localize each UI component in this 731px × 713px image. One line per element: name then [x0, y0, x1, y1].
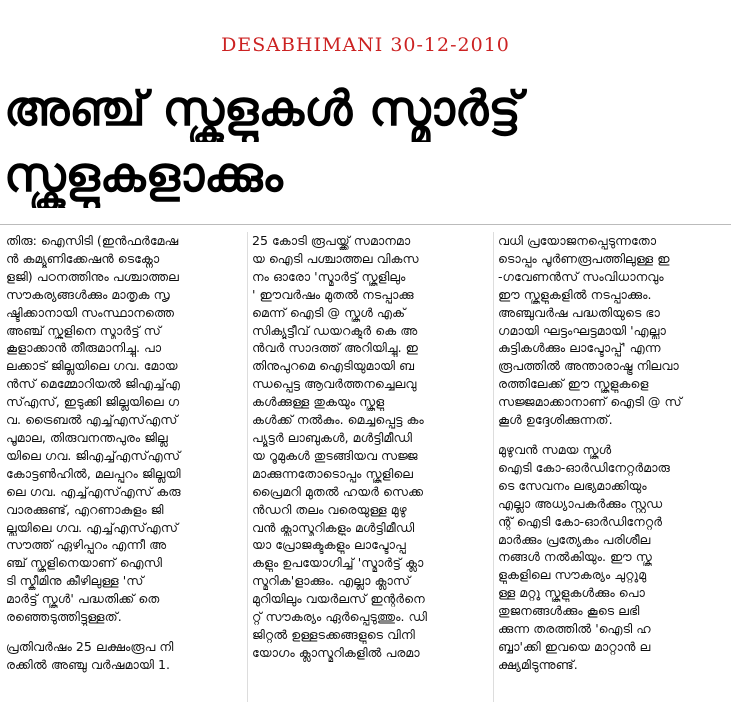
article-line: വാരക്കുണ്ട്, എറണാകുളം ജി	[6, 501, 164, 517]
article-line: ഷ്ടിക്കാനായി സംസ്ഥാനത്തെ	[6, 304, 175, 320]
article-line: മുഴുവൻ സമയ സ്കൂൾ	[498, 441, 612, 457]
article-column-1	[6, 232, 244, 713]
paragraph-gap	[6, 626, 244, 638]
article-line: ഐടി കോ-ഓർഡിനേറ്റർമാരു	[498, 459, 670, 475]
article-column-3	[498, 232, 726, 713]
article-line: യാ പ്രോജക്ടുകളും ലാപ്ടോപ്പു	[252, 537, 406, 553]
article-line: ൻ കമ്യൂണിക്കേഷൻ ടെക്നോ	[6, 250, 160, 266]
article-line: ല്ലയിലെ ഗവ. എച്ച്എസ്എസ്	[6, 519, 179, 535]
article-line: തിരു: ഐസിടി (ഇൻഫർമേഷ	[6, 233, 179, 248]
article-line: ലെ ഗവ. എച്ച്എസ്എസ് കരു	[6, 483, 181, 499]
article-line: ഈ സ്കൂളുകളിൽ നടപ്പാക്കും.	[498, 286, 652, 302]
article-line: പ്യൂട്ടർ ലാബുകൾ, മൾട്ടിമീഡി	[252, 429, 412, 445]
article-line: രഞ്ഞെടുത്തിട്ടുള്ളത്.	[6, 609, 122, 625]
article-line: കൾക്ക് നൽകും. മെച്ചപ്പെട്ട കം	[252, 412, 424, 428]
article-line: കളും ഉപയോഗിച്ച് 'സ്മാർട്ട് ക്ലാ	[252, 555, 424, 571]
article-line: സൗത്ത് ഏഴിപ്പുറം എന്നീ അ	[6, 537, 167, 553]
article-line: പ്രൈമറി മുതൽ ഹയർ സെക്ക	[252, 483, 424, 499]
article-line: സ്എസ്, ഇടുക്കി ജില്ലയിലെ ഗ	[6, 394, 180, 410]
headline-line-2: സ്കൂളുകളാക്കും	[4, 147, 283, 203]
article-line: ഞ്ച് സ്കൂളിനെയാണ് ഐസി	[6, 555, 163, 571]
article-line: വ. ട്രൈബൽ എച്ച്എസ്എസ്	[6, 412, 178, 428]
article-line: അഞ്ച് സ്കൂളിനെ സ്മാർട്ട് സ്	[6, 322, 161, 338]
article-line: കോട്ടൺഹിൽ, മലപ്പുറം ജില്ലയി	[6, 465, 181, 481]
article-line: സിക്യൂട്ടീവ് ഡയറക്ടർ കെ അ	[252, 322, 418, 338]
article-line: ജിറ്റൽ ഉള്ളടക്കങ്ങളുടെ വിനി	[252, 626, 415, 642]
article-line: കൂളാക്കാൻ തീരുമാനിച്ചു. പാ	[6, 340, 162, 356]
article-line: ക്ഷ്യമിടുന്നുണ്ട്.	[498, 656, 578, 672]
article-line: ന്ധപ്പെട്ട ആവർത്തനച്ചെലവു	[252, 376, 417, 392]
article-line: മാർക്കും പ്രത്യേകം പരിശീല	[498, 531, 651, 547]
article-line: പൂമാല, തിരുവനന്തപുരം ജില്ല	[6, 429, 168, 445]
article-line: എല്ലാ അധ്യാപകർക്കും സ്റ്റുഡ	[498, 495, 663, 511]
article-line: നം ഓരോ 'സ്മാർട്ട് സ്കൂളിലും	[252, 268, 406, 284]
headline-divider	[0, 224, 731, 225]
article-line: മുറിയിലും വയർലസ് ഇന്റർനെ	[252, 591, 425, 607]
article-line: യ ഐടി പശ്ചാത്തല വികസ	[252, 250, 419, 266]
column-divider	[493, 232, 494, 702]
article-line: ലക്കാട് ജില്ലയിലെ ഗവ. മോയ	[6, 358, 178, 374]
article-line: കൾക്കുള്ള തുകയും സ്കൂളു	[252, 394, 385, 410]
article-line: വൻ ക്ലാസ്മുറികളും മൾട്ടിമീഡി	[252, 519, 415, 535]
article-line: ളജി) പഠനത്തിനും പശ്ചാത്തല	[6, 268, 179, 284]
article-line: സജ്ജമാക്കാനാണ് ഐടി @ സ്	[498, 394, 682, 410]
headline	[4, 76, 728, 208]
article-line: ഗമായി ഘട്ടംഘട്ടമായി 'എല്ലാ	[498, 322, 666, 338]
article-line: 25 കോടി രൂപയ്ക്ക് സമാനമാ	[252, 233, 411, 248]
article-line: ' ഈവർഷം മുതൽ നടപ്പാക്കു	[252, 286, 414, 302]
column-divider	[247, 232, 248, 702]
article-line: സ്മുറിക'ളാക്കും. എല്ലാ ക്ലാസ്	[252, 573, 411, 589]
article-line: പ്രതിവർഷം 25 ലക്ഷംരൂപ നി	[6, 638, 174, 654]
article-line: ളുകളിലെ സൗകര്യം ചുറ്റുമു	[498, 567, 647, 583]
article-line: ക്കുന്ന തരത്തിൽ 'ഐടി ഹ	[498, 621, 651, 637]
article-line: രത്തിലേക്ക് ഈ സ്കൂളുകളെ	[498, 376, 649, 392]
article-line: ള്ള മറ്റു സ്കൂളുകൾക്കും പൊ	[498, 585, 645, 601]
article-line: -ഗവേണൻസ് സംവിധാനവും	[498, 268, 664, 284]
article-line: ടി സ്കീമിനു കീഴിലുള്ള 'സ്	[6, 573, 144, 589]
paragraph-gap	[498, 429, 726, 441]
article-line: ൻവർ സാദത്ത് അറിയിച്ചു. ഇ	[252, 340, 418, 356]
article-line: യ റൂമുകൾ തുടങ്ങിയവ സജ്ജ	[252, 447, 418, 463]
article-line: രക്കിൽ അഞ്ചു വർഷമായി 1.	[6, 656, 170, 672]
article-line: തിനുപുറമെ ഐടിയുമായി ബ	[252, 358, 415, 374]
article-line: ന്റ് ഐടി കോ-ഓർഡിനേറ്റർ	[498, 513, 663, 529]
article-line: മെന്ന് ഐടി @ സ്കൂൾ എക്	[252, 304, 406, 320]
article-line: ടൊപ്പം പൂർണരൂപത്തിലുള്ള ഇ	[498, 250, 670, 266]
article-line: അഞ്ചുവർഷ പദ്ധതിയുടെ ഭാ	[498, 304, 660, 320]
article-line: സൗകര്യങ്ങൾക്കും മാതൃക സൃ	[6, 286, 170, 302]
article-line: മാർട്ട് സ്കൂൾ' പദ്ധതിക്ക് തെ	[6, 591, 160, 607]
article-line: കൂൾ ഉദ്ദേശിക്കുന്നത്.	[498, 412, 613, 428]
article-line: രൂപത്തിൽ അന്താരാഷ്ട്ര നിലവാ	[498, 358, 679, 374]
article-line: തുജനങ്ങൾക്കും കൂടെ ലഭി	[498, 603, 640, 619]
article-line: യോഗം ക്ലാസ്മുറികളിൽ പരമാ	[252, 644, 420, 660]
masthead-date: DESABHIMANI 30-12-2010	[221, 34, 510, 56]
article-line: വധി പ്രയോജനപ്പെടുന്നതോ	[498, 233, 657, 248]
article-line: കുട്ടികൾക്കും ലാപ്ടോപ്പ്' എന്ന	[498, 340, 661, 356]
article-line: ൻസ് മെമ്മോറിയൽ ജിഎച്ച്എ	[6, 376, 181, 392]
article-line: മാക്കുന്നതോടൊപ്പം സ്കൂളിലെ	[252, 465, 414, 481]
article-line: നങ്ങൾ നൽകിയും. ഈ സ്കൂ	[498, 549, 652, 565]
headline-line-1: അഞ്ച് സ്കൂളുകൾ സ്മാർട്ട്	[4, 81, 521, 137]
article-line: യിലെ ഗവ. ജിഎച്ച്എസ്എസ്	[6, 447, 181, 463]
article-line: ൻഡറി തലം വരെയുള്ള മുഴു	[252, 501, 407, 517]
article-line: ടെ സേവനം ലഭ്യമാക്കിയും	[498, 477, 647, 493]
article-column-2	[252, 232, 490, 713]
article-line: ബ്ബാ'ക്കി ഇവയെ മാറ്റാൻ ല	[498, 638, 651, 654]
article-line: റ്റ് സൗകര്യം ഏർപ്പെടുത്തും. ഡി	[252, 609, 427, 625]
